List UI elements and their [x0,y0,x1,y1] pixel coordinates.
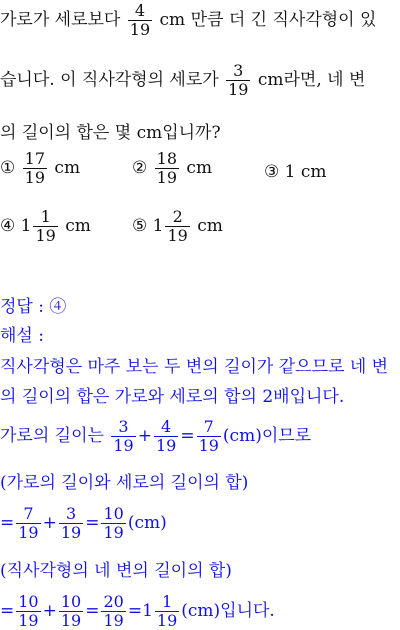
perimeter-label: (직사각형의 네 변의 길이의 합) [0,561,232,581]
question-line-1 [0,2,376,39]
fraction: $\frac{1}{19}$ [156,592,178,630]
eq-text: (cm)입니다. [181,601,275,621]
perimeter-equation [0,593,275,630]
option-mark: ④ [0,216,16,236]
fraction: $\frac{3}{19}$ [60,504,82,542]
plus-sign: + [137,426,152,446]
question-text: 습니다. 이 직사각형의 세로가 [0,70,219,90]
fraction: $\frac{7}{19}$ [18,504,39,542]
fraction: $\frac{17}{19}$ [24,149,46,187]
option-4[interactable] [0,208,91,245]
question-text: cm 만큼 더 긴 직사각형이 있 [159,10,377,30]
option-3[interactable] [264,162,327,182]
question-line-2 [0,62,365,99]
answer-label: 정답 : ④ [0,297,67,317]
explanation-para-1: 직사각형은 마주 보는 두 변의 길이가 같으므로 네 변 [0,357,389,377]
equals-sign: = [85,513,100,533]
option-unit: cm [54,158,81,178]
mixed-whole: 1 [142,601,153,621]
option-unit: cm [197,216,223,236]
sum-equation [0,505,167,542]
option-mark: ⑤ [132,216,148,236]
equals-sign: = [0,601,15,621]
option-2[interactable] [132,150,212,187]
option-mark: ③ [264,162,280,182]
equals-sign: = [127,601,143,621]
fraction: $\frac{10}{19}$ [18,592,39,630]
fraction: $\frac{1}{19}$ [35,207,56,245]
fraction: $\frac{4}{19}$ [129,1,151,39]
question-text: 가로가 세로보다 [0,10,121,30]
option-unit: cm [186,158,213,178]
eq-text: (cm)이므로 [222,426,312,446]
fraction: $\frac{3}{19}$ [113,417,134,455]
option-mark: ② [132,158,148,178]
fraction: $\frac{10}{19}$ [103,504,124,542]
plus-sign: + [42,513,57,533]
question-line-3 [0,123,221,143]
equals-sign: = [180,426,195,446]
eq-text: 가로의 길이는 [0,426,104,446]
option-whole: 1 [20,216,32,236]
option-unit: cm [65,216,91,236]
fraction: $\frac{18}{19}$ [156,149,178,187]
option-whole: 1 [152,216,164,236]
sum-label: (가로의 길이와 세로의 길이의 합) [0,473,249,493]
option-mark: ① [0,158,16,178]
eq-text: (cm) [127,513,167,533]
explanation-label: 해설 : [0,326,44,346]
question-text: 의 길이의 합은 몇 cm입니까? [0,123,221,143]
fraction: $\frac{20}{19}$ [103,592,124,630]
option-5[interactable] [132,208,223,245]
question-text: cm라면, 네 변 [257,70,366,90]
option-text: 1 cm [284,162,327,182]
width-equation [0,418,311,455]
equals-sign: = [0,513,15,533]
fraction: $\frac{2}{19}$ [167,207,188,245]
explanation-para-2: 의 길이의 합은 가로와 세로의 합의 2배입니다. [0,387,345,407]
plus-sign: + [42,601,57,621]
fraction: $\frac{4}{19}$ [155,417,177,455]
fraction: $\frac{10}{19}$ [60,592,82,630]
fraction: $\frac{3}{19}$ [228,61,249,99]
fraction: $\frac{7}{19}$ [198,417,219,455]
option-1[interactable] [0,150,80,187]
equals-sign: = [85,601,100,621]
